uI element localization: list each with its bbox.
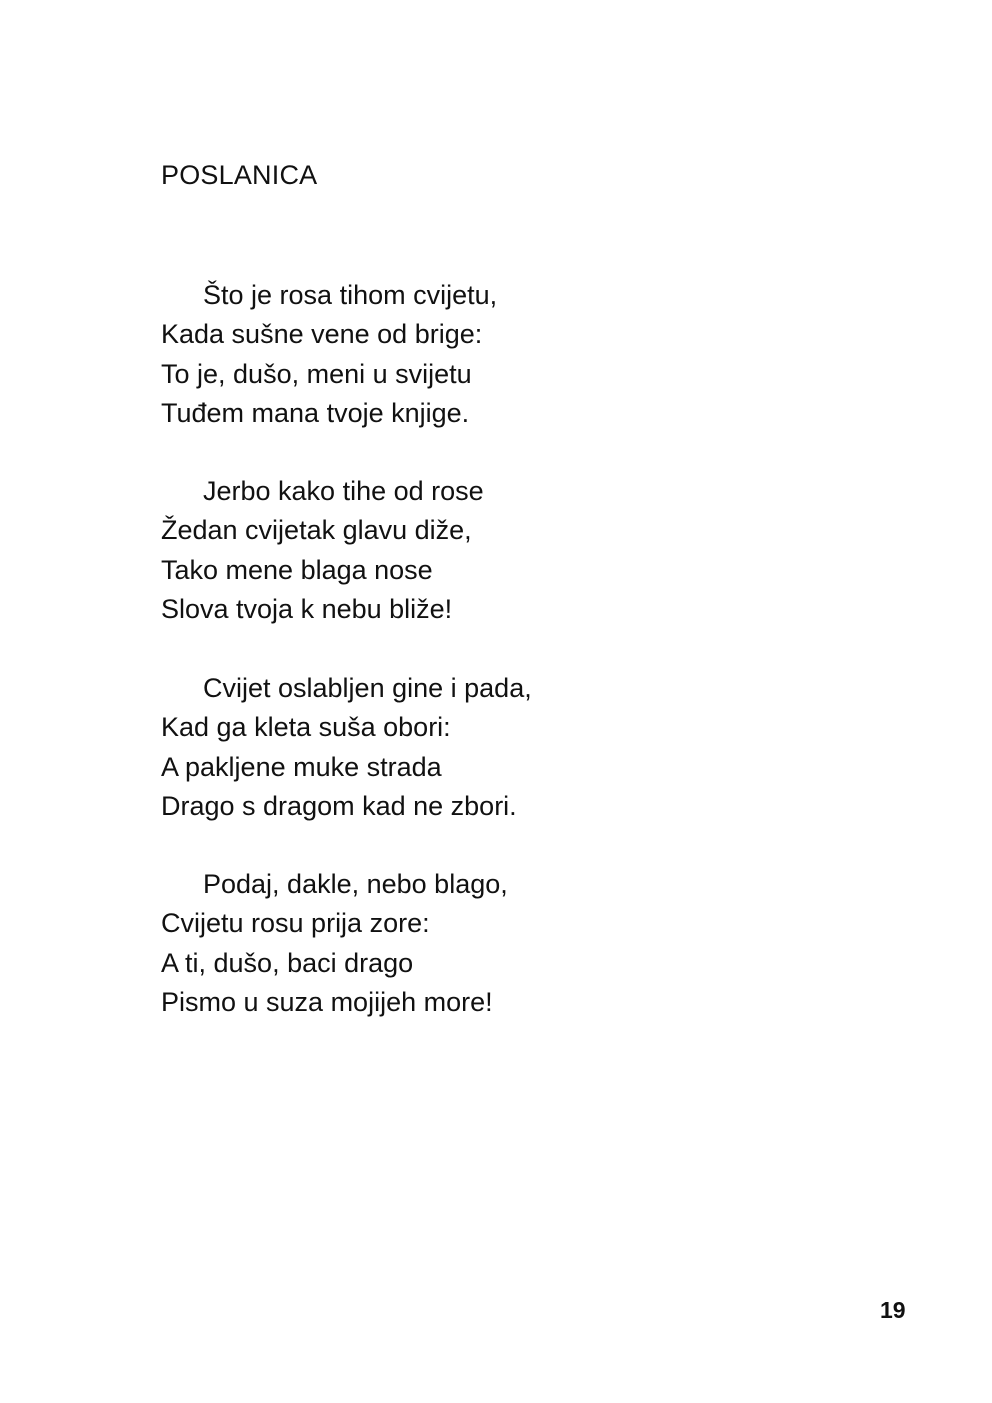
poem-title: POSLANICA <box>161 160 318 190</box>
stanza-2 <box>161 472 761 629</box>
verse-line: Pismo u suza mojijeh more! <box>161 986 493 1017</box>
verse-line: Kada sušne vene od brige: <box>161 319 483 350</box>
verse-line: Žedan cvijetak glavu diže, <box>161 515 472 546</box>
verse-line: A ti, dušo, baci drago <box>161 947 414 978</box>
verse-line: To je, dušo, meni u svijetu <box>161 358 472 389</box>
verse-line: Što je rosa tihom cvijetu, <box>203 280 498 310</box>
verse-line: Tuđem mana tvoje knjige. <box>161 397 470 428</box>
stanza-4 <box>161 865 761 1022</box>
verse-line: Cvijetu rosu prija zore: <box>161 908 430 939</box>
verse-line: Cvijet oslabljen gine i pada, <box>203 673 532 703</box>
verse-line: Kad ga kleta suša obori: <box>161 712 451 743</box>
verse-line: Jerbo kako tihe od rose <box>203 476 484 506</box>
stanza-1 <box>161 276 761 433</box>
verse-line: Slova tvoja k nebu bliže! <box>161 593 453 624</box>
verse-line: A pakljene muke strada <box>161 751 442 782</box>
page-number: 19 <box>880 1297 906 1323</box>
verse-line: Drago s dragom kad ne zbori. <box>161 790 517 821</box>
stanza-3 <box>161 669 761 826</box>
verse-line: Tako mene blaga nose <box>161 554 433 585</box>
verse-line: Podaj, dakle, nebo blago, <box>203 869 508 899</box>
